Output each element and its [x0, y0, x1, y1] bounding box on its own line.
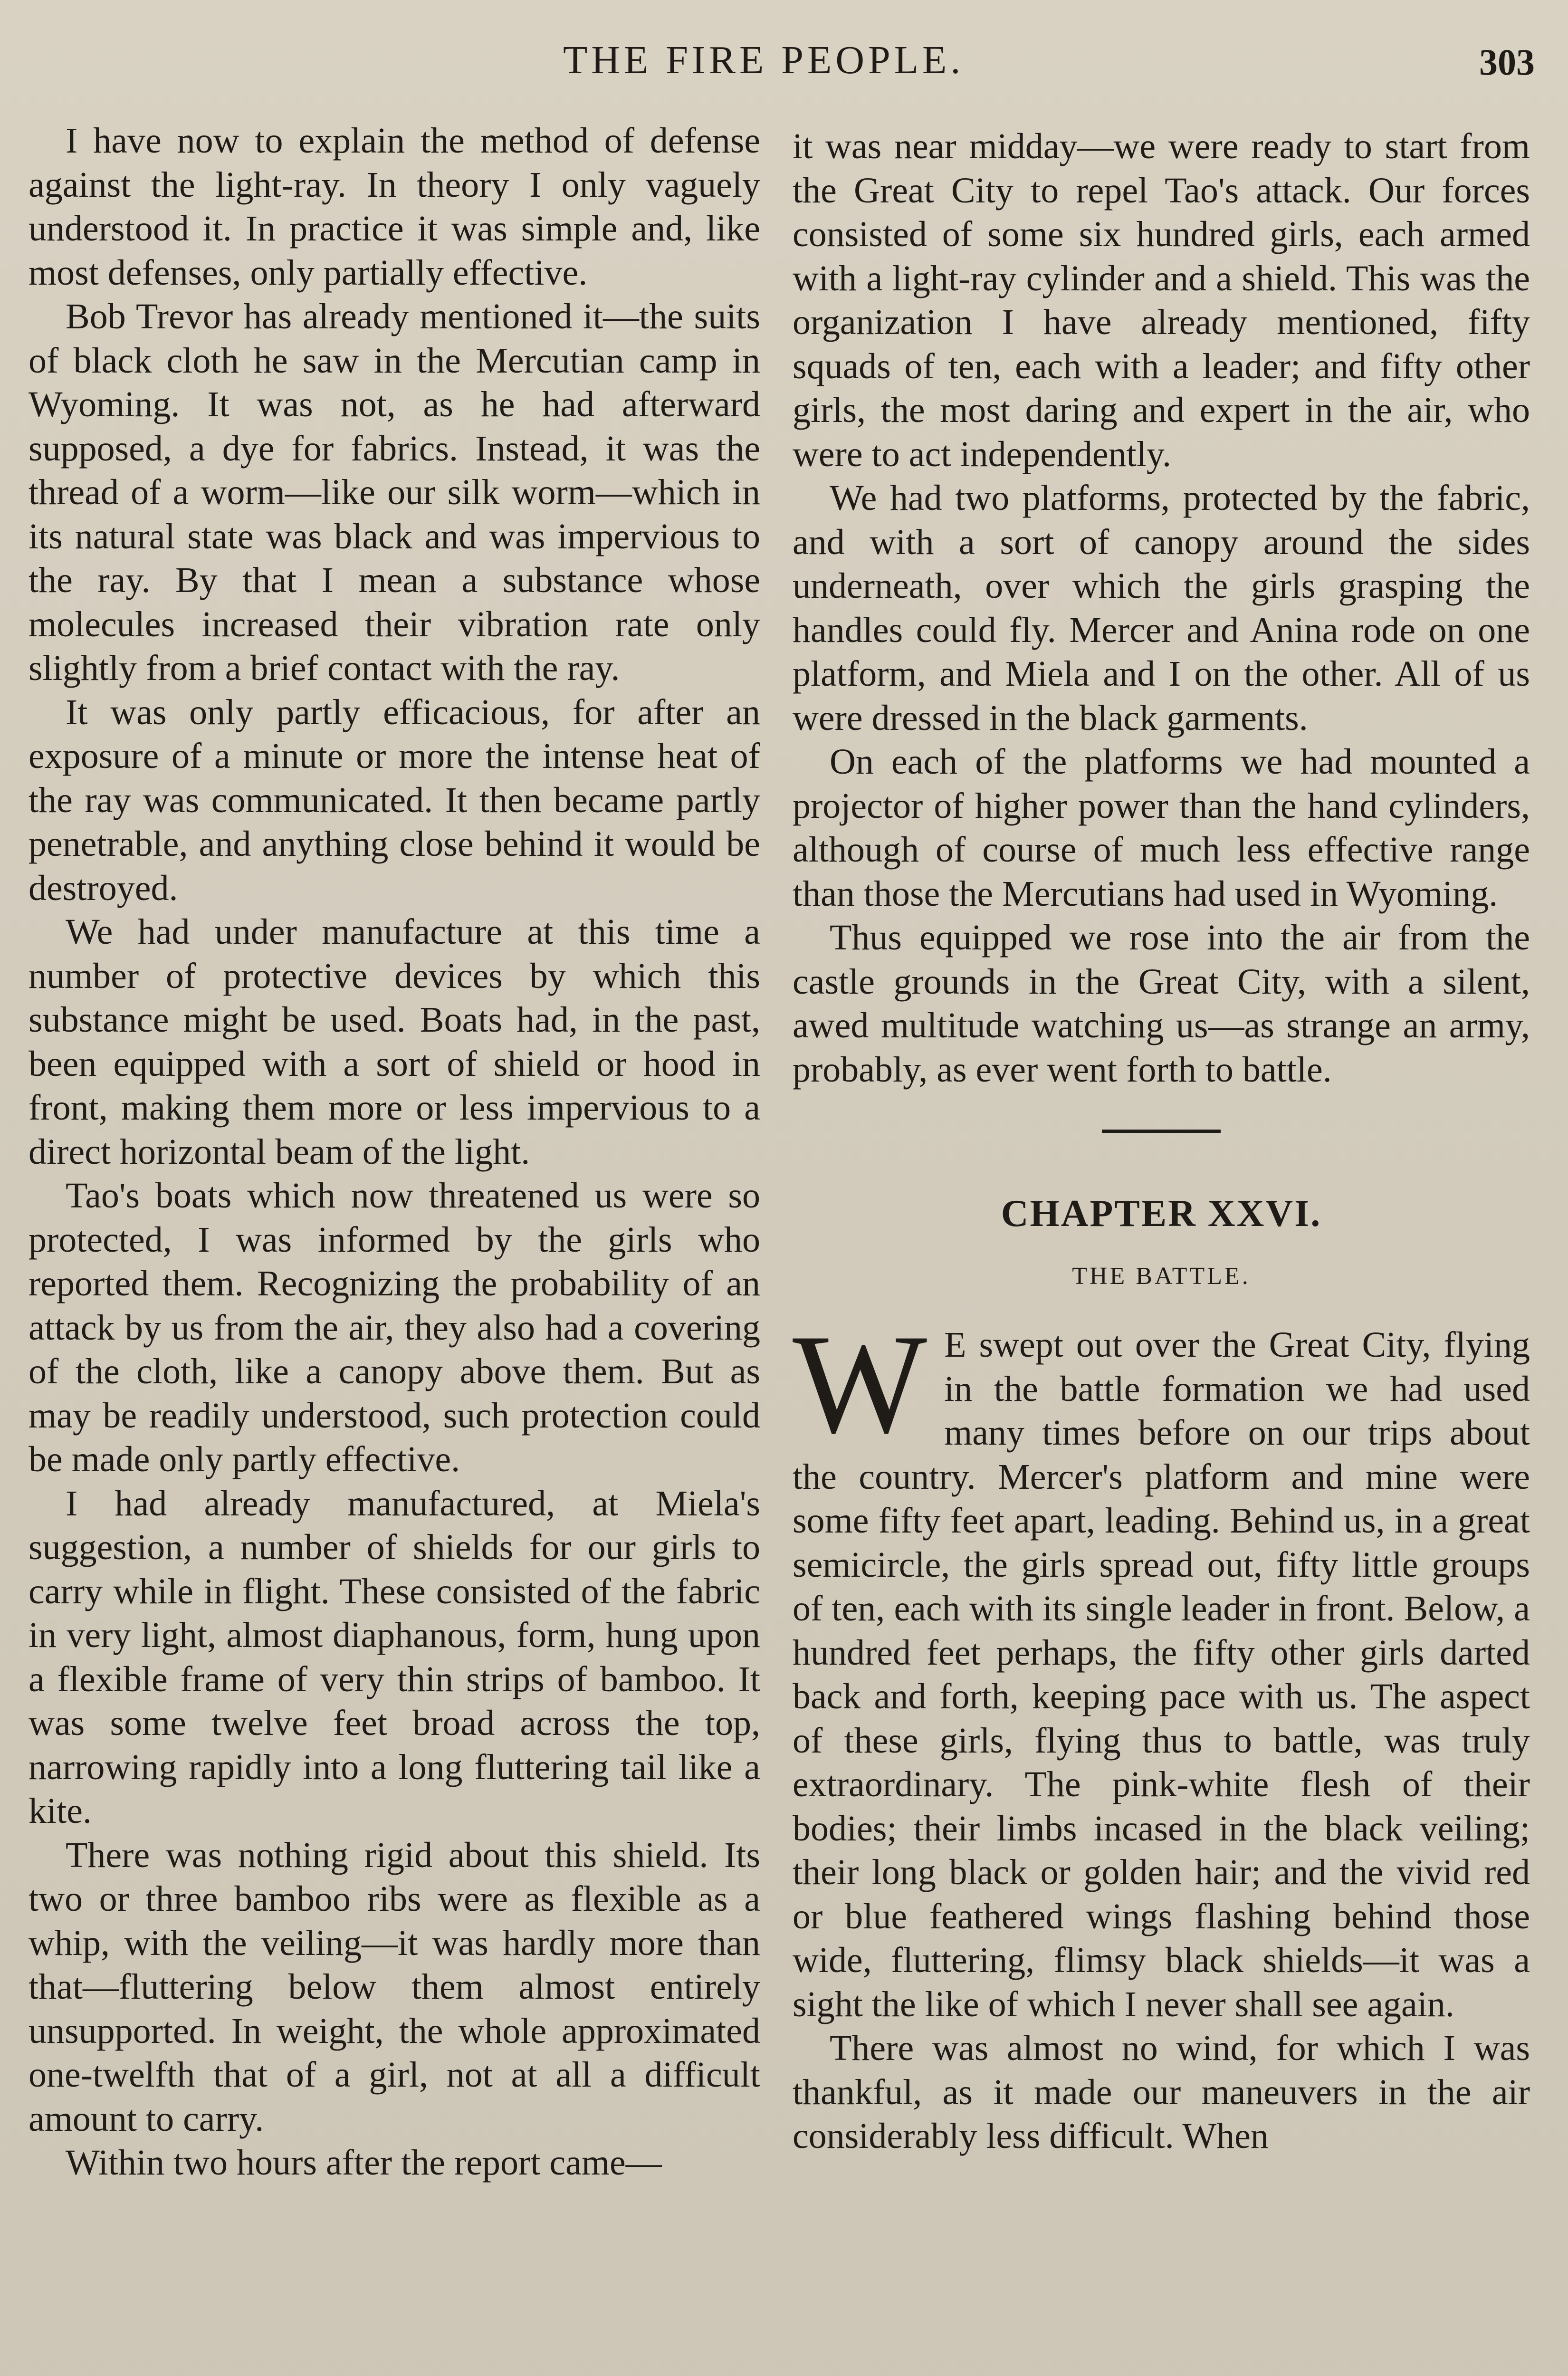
running-title: THE FIRE PEOPLE. — [563, 38, 965, 82]
chapter-opening-text: E swept out over the Great City, flying in the battle formation we had used many times before on our trips about the country. Mercer's platform and mine were some fifty feet apart, leading. Behind us, in a great semicircle, the girls spread out, fifty little groups of ten, each with its single leader in front. Below, a hundred feet perhaps, the fifty other girls darted back and forth, keeping pace with us. The aspect of these girls, flying thus to battle, was truly extraordinary. The pink-white flesh of their bodies; their limbs incased in the black veiling; their long black or golden hair; and the vivid red or blue feathered wings flashing behind those wide, fluttering, flimsy black shields—it was a sight the like of which I never shall see again. — [793, 1325, 1530, 2024]
paragraph: On each of the platforms we had mounted a projector of higher power than the hand cylinders, although of course of much less effective range than those the Mercutians had used in Wyoming. — [793, 742, 1530, 914]
left-column — [29, 119, 760, 2185]
paragraph: I had already manufactured, at Miela's suggestion, a number of shields for our girls to carry while in flight. These consisted of the fabric in very light, almost diaphanous, form, hung upon a flexible frame of very thin strips of bamboo. It was some twelve feet broad across the top, narrowing rapidly into a long fluttering tail like a kite. — [29, 1483, 760, 1831]
page-number: 303 — [1479, 41, 1535, 83]
paragraph: Bob Trevor has already mentioned it—the suits of black cloth he saw in the Mercutian camp in Wyoming. It was not, as he had afterward supposed, a dye for fabrics. Instead, it was the thread of a worm—like our silk worm—which in its natural state was black and was impervious to the ray. By that I mean a substance whose molecules increased their vibration rate only slightly from a brief contact with the ray. — [29, 297, 760, 688]
paragraph: Within two hours after the report came— — [66, 2143, 662, 2183]
chapter-title: CHAPTER XXVI. — [1001, 1193, 1322, 1235]
paragraph: We had under manufacture at this time a number of protective devices by which this substance might be used. Boats had, in the past, been equipped with a sort of shield or hood in front, making them more or less impervious to a direct horizontal beam of the light. — [29, 912, 760, 1172]
running-head — [0, 34, 1568, 86]
paragraph: We had two platforms, protected by the fabric, and with a sort of canopy around the sides underneath, over which the girls grasping the handles could fly. Mercer and Anina rode on one platform, and Miela and I on the other. All of us were dressed in the black garments. — [793, 478, 1530, 738]
chapter-subtitle: THE BATTLE. — [1072, 1263, 1251, 1290]
paragraph: I have now to explain the method of defense against the light-ray. In theory I only vaguely understood it. In practice it was simple and, like most defenses, only partially effective. — [29, 121, 760, 293]
paragraph: There was almost no wind, for which I was thankful, as it made our maneuvers in the air considerably less difficult. When — [793, 2028, 1530, 2156]
paragraph: It was only partly efficacious, for after an exposure of a minute or more the intense heat of the ray was communicated. It then became partly penetrable, and anything close behind it would be destroyed. — [29, 692, 760, 908]
continued-paragraph: it was near midday—we were ready to start from the Great City to repel Tao's attack. Our forces consisted of some six hundred girls, each armed with a light-ray cylinder and a shield. This was the organization I have already mentioned, fifty squads of ten, each with a leader; and fifty other girls, the most daring and expert in the air, who were to act independently. — [793, 126, 1530, 474]
paragraph: Thus equipped we rose into the air from the castle grounds in the Great City, with a silent, awed multitude watching us—as strange an army, probably, as ever went forth to battle. — [793, 918, 1530, 1090]
chapter-opening-paragraph — [793, 1305, 1530, 2026]
right-column — [793, 125, 1530, 2158]
drop-cap: W — [793, 1305, 927, 1463]
paragraph: There was nothing rigid about this shield. Its two or three bamboo ribs were as flexible as a whip, with the veiling—it was hardly more than that—fluttering below them almost entirely unsupported. In weight, the whole approximated one-twelfth that of a girl, not at all a difficult amount to carry. — [29, 1835, 760, 2139]
section-divider — [1102, 1130, 1221, 1133]
paragraph: Tao's boats which now threatened us were so protected, I was informed by the girls who reported them. Recognizing the probability of an attack by us from the air, they also had a covering of the cloth, like a canopy above them. But as may be readily understood, such protection could be made only partly effective. — [29, 1176, 760, 1479]
